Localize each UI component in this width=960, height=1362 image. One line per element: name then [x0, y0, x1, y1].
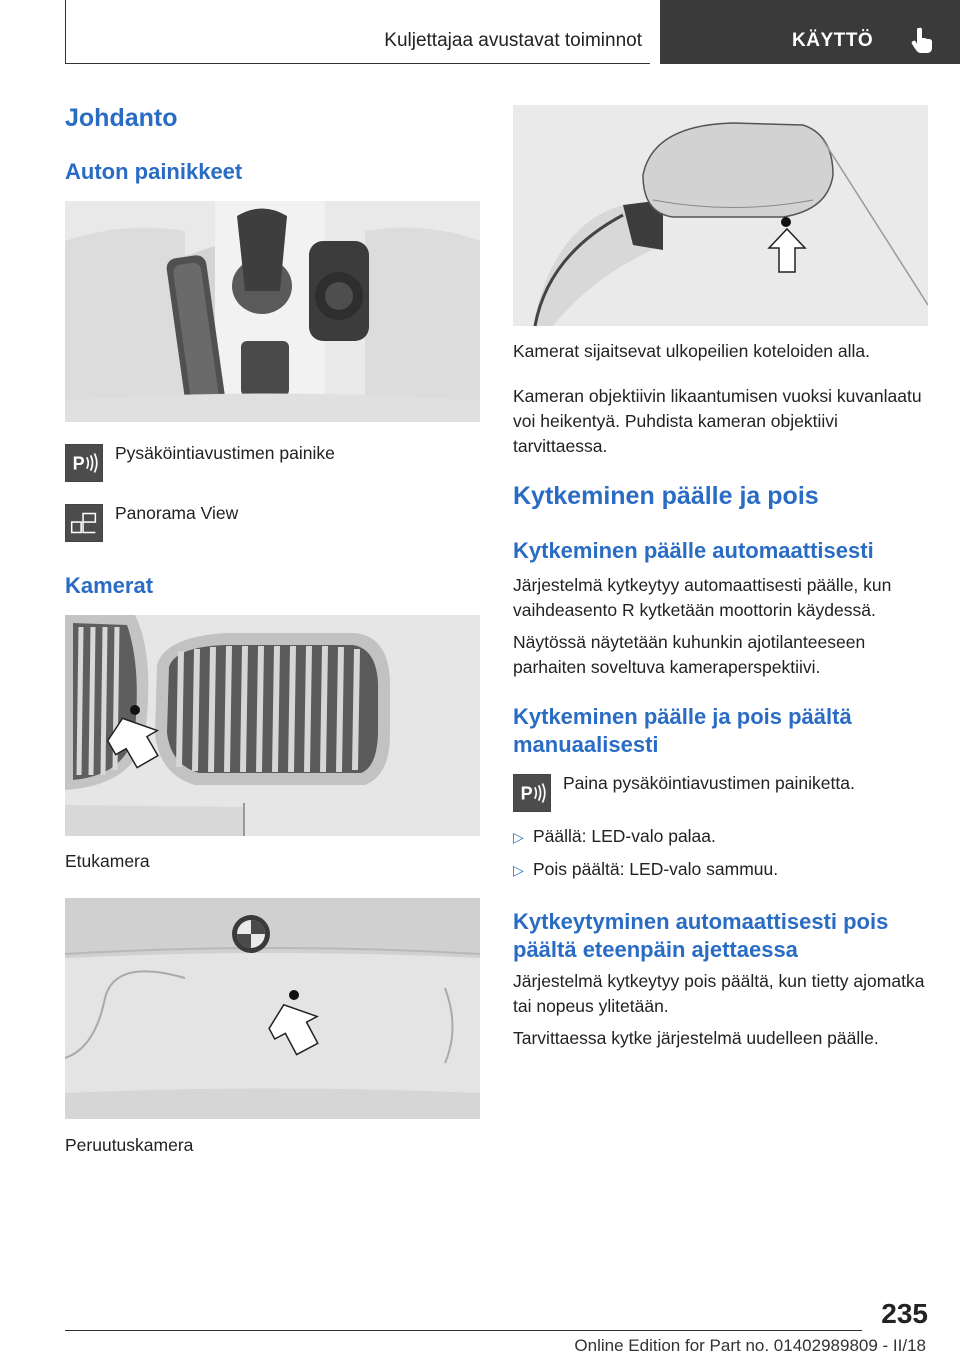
triangle-bullet-icon: ▷	[513, 829, 524, 845]
heading-auto-off: Kytkeytyminen automaattisesti pois päältä eteenpäin ajettaessa	[513, 909, 889, 962]
para-lens: Kameran objektiivin likaantumisen vuoksi kuvanlaatu voi heikentyä. Puhdista kameran objektiivi tarvittaessa.	[513, 386, 922, 456]
bullet-off	[513, 859, 778, 880]
svg-text:P: P	[72, 453, 85, 474]
caption-mirror: Kamerat sijaitsevat ulkopeilien koteloiden alla.	[513, 341, 871, 361]
panorama-view-icon	[66, 505, 102, 541]
park-assist-tile-2	[513, 774, 551, 812]
heading-auto-on: Kytkeminen päälle automaattisesti	[513, 538, 874, 563]
park-assist-tile	[65, 444, 103, 482]
header-left-rule	[65, 0, 66, 64]
para-off-1: Järjestelmä kytkeytyy pois päältä, kun tietty ajomatka tai nopeus ylitetään.	[513, 971, 925, 1016]
para-auto-1: Järjestelmä kytkeytyy automaattisesti päälle, kun vaihdeasento R kytketään moottorin käydessä.	[513, 575, 892, 620]
heading-cameras: Kamerat	[65, 573, 154, 598]
bullet-off-text: Pois päältä: LED-valo sammuu.	[533, 859, 779, 879]
footer-edition: Online Edition for Part no. 01402989809 - II/18	[574, 1336, 926, 1355]
pointing-hand-icon	[910, 26, 936, 54]
park-assist-icon	[66, 445, 102, 481]
park-assist-icon	[514, 775, 550, 811]
caption-rear-camera: Peruutuskamera	[65, 1135, 194, 1155]
page-number: 235	[881, 1298, 928, 1329]
heading-buttons: Auton painikkeet	[65, 159, 243, 184]
heading-intro: Johdanto	[65, 104, 178, 132]
triangle-bullet-icon: ▷	[513, 862, 524, 878]
caption-front-camera: Etukamera	[65, 851, 150, 871]
figure-front-camera	[65, 615, 480, 836]
button-label-park-assist: Pysäköintiavustimen painike	[115, 443, 335, 463]
para-manual: Paina pysäköintiavustimen painiketta.	[563, 773, 855, 793]
figure-console-buttons	[65, 201, 480, 422]
section-title: Kuljettajaa avustavat toiminnot	[384, 30, 642, 51]
bullet-on-text: Päällä: LED-valo palaa.	[533, 826, 716, 846]
chapter-tab-label: KÄYTTÖ	[792, 30, 874, 51]
heading-manual: Kytkeminen päälle ja pois päältä manuaalisesti	[513, 704, 852, 757]
footer-rule	[65, 1330, 862, 1331]
figure-mirror-camera	[513, 105, 928, 326]
para-auto-2: Näytössä näytetään kuhunkin ajotilanteeseen parhaiten soveltuva kameraperspektiivi.	[513, 632, 866, 677]
header-bottom-rule	[65, 63, 650, 64]
button-label-panorama: Panorama View	[115, 503, 239, 523]
panorama-view-tile	[65, 504, 103, 542]
chapter-tab[interactable]	[660, 0, 960, 64]
heading-onoff: Kytkeminen päälle ja pois	[513, 482, 819, 510]
figure-rear-camera	[65, 898, 480, 1119]
para-off-2: Tarvittaessa kytke järjestelmä uudelleen päälle.	[513, 1028, 879, 1048]
bullet-on	[513, 826, 716, 847]
svg-text:P: P	[520, 783, 533, 804]
